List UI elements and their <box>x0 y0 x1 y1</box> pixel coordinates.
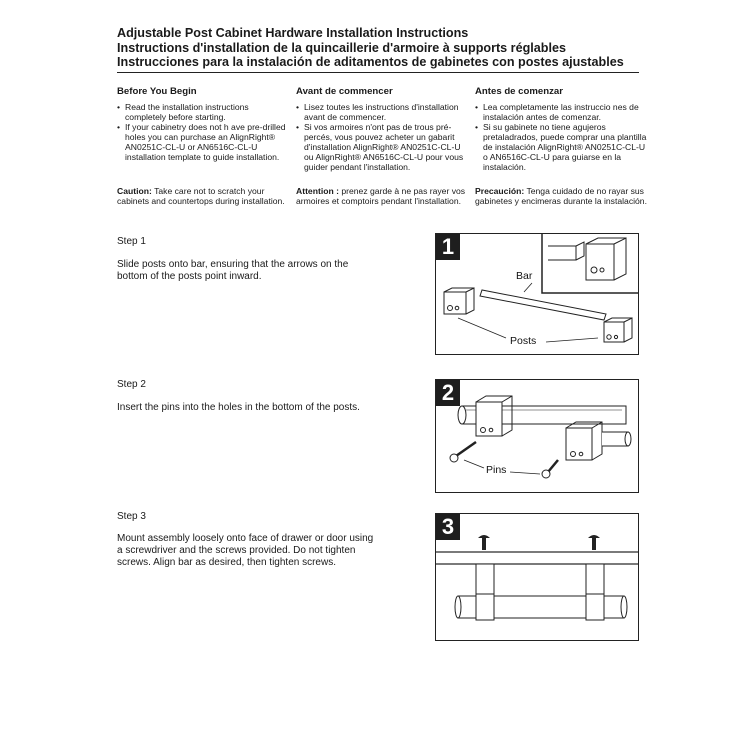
caution-english <box>117 186 289 206</box>
caution-french <box>296 186 468 206</box>
title-divider <box>117 72 639 73</box>
caution-label: Precaución: <box>475 186 525 196</box>
step-3-illustration <box>436 514 638 640</box>
step-2-text: Insert the pins into the holes in the bottom of the posts. <box>117 402 360 413</box>
step-3-figure-number: 3 <box>436 514 460 540</box>
posts-label: Posts <box>510 335 537 347</box>
bullet-item: • Lisez toutes les instructions d'installation avant de commencer. <box>296 102 468 122</box>
step-2-illustration <box>436 380 638 492</box>
step-2-title: Step 2 <box>117 379 146 390</box>
step-1-figure <box>435 233 639 355</box>
caution-text: Take care not to scratch your cabinets and countertops during installation. <box>117 186 285 206</box>
step-3-title: Step 3 <box>117 511 146 522</box>
pins-label: Pins <box>486 464 507 476</box>
column-heading: Antes de comenzar <box>475 86 563 97</box>
step-2-figure <box>435 379 639 493</box>
column-french <box>296 87 468 172</box>
caution-label: Attention : <box>296 186 339 196</box>
caution-spanish <box>475 186 647 206</box>
step-1-figure-number: 1 <box>436 234 460 260</box>
column-heading: Before You Begin <box>117 86 197 97</box>
step-3-figure <box>435 513 639 641</box>
caution-text: Tenga cuidado de no rayar sus gabinetes y encimeras durante la instalación. <box>475 186 647 206</box>
bullet-item: • If your cabinetry does not h ave pre-drilled holes you can purchase an AlignRight® AN0251C-CL-U or AN6516C-CL-U installation template to guide installation. <box>117 122 289 162</box>
title-french: Instructions d'installation de la quincaillerie d'armoire à supports réglables <box>117 40 566 55</box>
title-english: Adjustable Post Cabinet Hardware Installation Instructions <box>117 26 469 40</box>
caution-label: Caution: <box>117 186 152 196</box>
step-2-figure-number: 2 <box>436 380 460 406</box>
column-heading: Avant de commencer <box>296 86 393 97</box>
caution-text: prenez garde à ne pas rayer vos armoires et comptoirs pendant l'installation. <box>296 186 466 206</box>
column-spanish <box>475 87 647 172</box>
bar-label: Bar <box>516 270 533 282</box>
column-english <box>117 87 289 162</box>
bullet-item: • Si vos armoires n'ont pas de trous pré-percés, vous pouvez acheter un gabarit d'installation AlignRight® AN0251C-CL-U ou AlignRight® AN6516C-CL-U pour vous guider pendant l'installation. <box>296 122 468 172</box>
step-1-illustration <box>436 234 638 354</box>
bullet-item: • Read the installation instructions completely before starting. <box>117 102 289 122</box>
bullet-item: • Si su gabinete no tiene agujeros pretaladrados, puede comprar una plantilla de instalación AlignRight® AN0251C-CL-U o AN6516C-CL-U para guiarse en la instalación. <box>475 122 647 172</box>
bullet-item: • Lea completamente las instruccio nes de instalación antes de comenzar. <box>475 102 647 122</box>
title-spanish: Instrucciones para la instalación de aditamentos de gabinetes con postes ajustables <box>117 55 624 69</box>
step-3-text: Mount assembly loosely onto face of drawer or door using a screwdriver and the screws provided. Do not tighten screws. Align bar as desired, then tighten screws. <box>117 533 374 568</box>
step-1-title: Step 1 <box>117 236 146 247</box>
step-1-text: Slide posts onto bar, ensuring that the arrows on the bottom of the posts point inward. <box>117 259 349 282</box>
document-titles <box>117 26 677 70</box>
